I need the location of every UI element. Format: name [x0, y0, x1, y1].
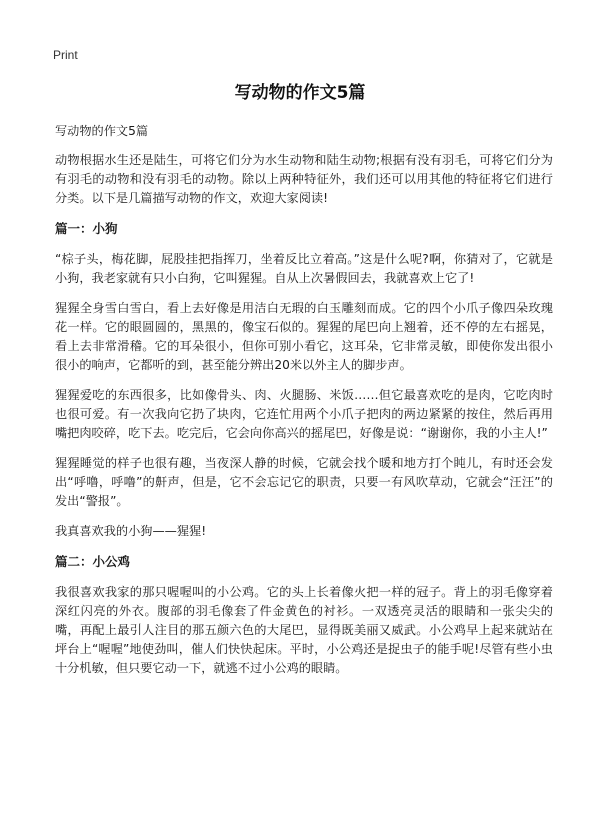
rooster-paragraph-1: 我很喜欢我家的那只喔喔叫的小公鸡。它的头上长着像火把一样的冠子。背上的羽毛像穿着深红闪亮的外衣。腹部的羽毛像套了件金黄色的衬衫。一双透亮灵活的眼睛和一张尖尖的嘴，再配上最引人注目的那五颜六色的大尾巴，显得既美丽又威武。小公鸡早上起来就站在坪台上“喔喔”地使劲叫，催人们快快起床。平时，小公鸡还是捉虫子的能手呢!尽管有些小虫十分机敏，但只要它动一下，就逃不过小公鸡的眼睛。 [55, 585, 553, 675]
page-title: 写动物的作文5篇 [234, 83, 366, 103]
article-body [55, 122, 553, 689]
dog-paragraph-2: 猩猩全身雪白雪白，看上去好像是用洁白无瑕的白玉雕刻而成。它的四个小爪子像四朵玫瑰花一样。它的眼圆圆的，黑黑的，像宝石似的。猩猩的尾巴向上翘着，还不停的左右摇晃，看上去非常滑稽。它的耳朵很小，但你可别小看它，这耳朵，它非常灵敏，即使你发出很小很小的响声，它都听的到，甚至能分辨出20米以外主人的脚步声。 [55, 301, 553, 372]
section-heading-rooster: 篇二：小公鸡 [55, 554, 131, 569]
article-subtitle: 写动物的作文5篇 [55, 124, 149, 138]
dog-paragraph-3: 猩猩爱吃的东西很多，比如像骨头、肉、火腿肠、米饭……但它最喜欢吃的是肉，它吃肉时也很可爱。有一次我向它扔了块肉，它连忙用两个小爪子把肉的两边紧紧的按住，然后再用嘴把肉咬碎，吃下去。吃完后，它会向你高兴的摇尾巴，好像是说：“谢谢你，我的小主人!” [55, 388, 553, 440]
dog-paragraph-5: 我真喜欢我的小狗——猩猩! [55, 524, 207, 538]
dog-paragraph-4: 猩猩睡觉的样子也很有趣，当夜深人静的时候，它就会找个暖和地方打个盹儿，有时还会发出“呼噜，呼噜”的鼾声，但是，它不会忘记它的职责，只要一有风吹草动，它就会“汪汪”的发出“警报”。 [55, 456, 553, 508]
section-heading-dog: 篇一：小狗 [55, 221, 118, 236]
dog-paragraph-1: “棕子头，梅花脚，屁股挂把指挥刀，坐着反比立着高。”这是什么呢?啊，你猜对了，它就是小狗，我老家就有只小白狗，它叫猩猩。自从上次暑假回去，我就喜欢上它了! [55, 252, 553, 285]
intro-paragraph: 动物根据水生还是陆生，可将它们分为水生动物和陆生动物;根据有没有羽毛，可将它们分为有羽毛的动物和没有羽毛的动物。除以上两种特征外，我们还可以用其他的特征将它们进行分类。以下是几篇描写动物的作文，欢迎大家阅读! [55, 153, 553, 205]
print-label: Print [53, 48, 78, 62]
